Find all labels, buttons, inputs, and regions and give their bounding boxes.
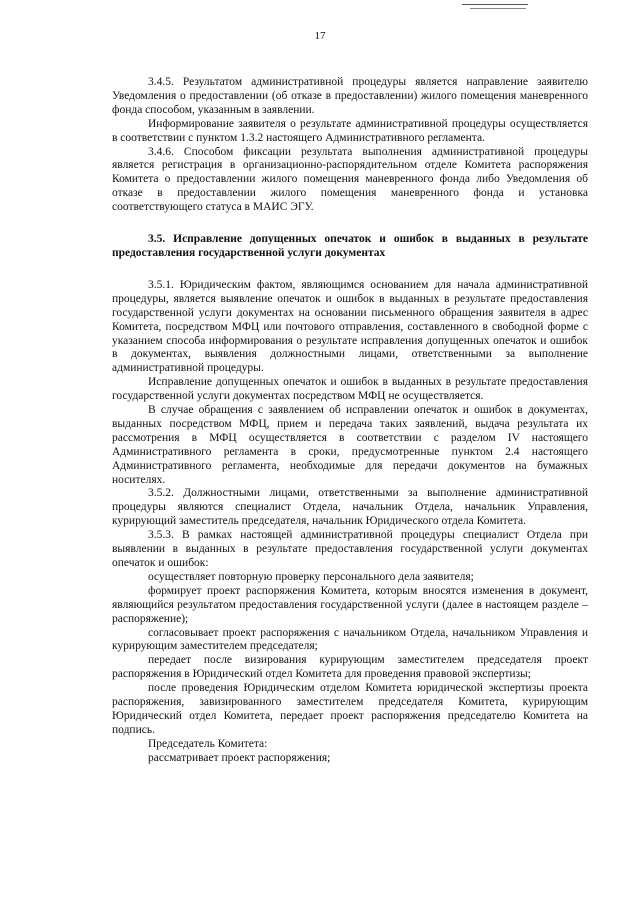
paragraph-mfc-note: Исправление допущенных опечаток и ошибок в выданных в результате предоставления государственной услуги документах посредством МФЦ не осуществляется. [112,376,588,403]
top-rule [462,4,528,5]
page-number: 17 [314,30,326,42]
list-item: формирует проект распоряжения Комитета, которым вносятся изменения в документ, являющийся результатом предоставления государственной услуги (далее в настоящем разделе – распоряжение); [112,584,588,625]
paragraph-mfc-case: В случае обращения с заявлением об исправлении опечаток и ошибок в документах, выданных посредством МФЦ, прием и передача таких заявлений, выдача результата их рассмотрения в МФЦ осуществляется в соответствии с разделом IV настоящего Административного регламента в сроки, предусмотренные пунктом 2.4 настоящего Административного регламента, необходимые для передачи документов на бумажных носителях. [112,404,588,486]
paragraph-chairman: Председатель Комитета: [148,737,268,750]
paragraph-3-5-1: 3.5.1. Юридическим фактом, являющимся основанием для начала административной процедуры, является выявление опечаток и ошибок в выданных в результате предоставления государственной услуги документах на основании письменного обращения заявителя в адрес Комитета, посредством МФЦ или почтового отправления, составленного в свободной форме с указанием способа информирования о результате исправления допущенных опечаток и ошибок в документах, выявления должностными лицами, ответственными за выполнение административной процедуры. [112,278,588,375]
list-item: согласовывает проект распоряжения с начальником Отдела, начальником Управления и курирующим заместителем председателя; [112,626,588,653]
paragraph-3-4-5: 3.4.5. Результатом административной процедуры является направление заявителю Уведомления о предоставлении (об отказе в предоставлении) жилого помещения маневренного фонда способом, указанным в заявлении. [112,76,588,116]
list-item: после проведения Юридическим отделом Комитета юридической экспертизы проекта распоряжения, завизированного заместителем председателя Комитета, курирующим Юридический отдел Комитета, передает проект распоряжения председателю Комитета на подпись. [112,682,588,736]
list-item: осуществляет повторную проверку персонального дела заявителя; [148,570,474,583]
paragraph-3-4-6: 3.4.6. Способом фиксации результата выполнения административной процедуры является регистрация в организационно-распорядительном отделе Комитета распоряжения Комитета о предоставлении жилого помещения маневренного фонда либо Уведомления об отказе в предоставлении жилого помещения маневренного фонда и установка соответствующего статуса в МАИС ЭГУ. [112,145,588,214]
paragraph-informing: Информирование заявителя о результате административной процедуры осуществляется в соответствии с пунктом 1.3.2 настоящего Административного регламента. [112,117,588,144]
list-item: передает после визирования курирующим заместителем председателя проект распоряжения в Юридический отдел Комитета для проведения правовой экспертизы; [112,654,588,681]
paragraph-3-5-2: 3.5.2. Должностными лицами, ответственными за выполнение административной процедуры являются специалист Отдела, начальник Отдела, начальник Управления, курирующий заместитель председателя, начальник Юридического отдела Комитета. [112,487,588,528]
top-rule-2 [470,8,526,9]
document-body [112,76,588,766]
list-item: рассматривает проект распоряжения; [148,751,331,764]
paragraph-3-5-3: 3.5.3. В рамках настоящей административной процедуры специалист Отдела при выявлении в выданных в результате предоставления государственной услуги документах опечаток и ошибок: [112,529,588,569]
section-heading-3-5: 3.5. Исправление допущенных опечаток и ошибок в выданных в результате предоставления государственной услуги документах [112,233,588,259]
